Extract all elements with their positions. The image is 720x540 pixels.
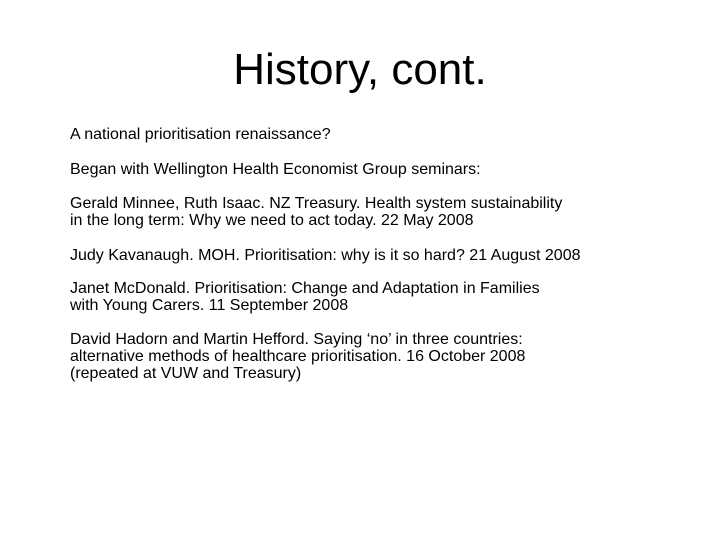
- paragraph-line: alternative methods of healthcare prioritisation. 16 October 2008: [70, 348, 526, 365]
- paragraph-seminar-mcdonald: [70, 280, 680, 314]
- paragraph-line: Janet McDonald. Prioritisation: Change and Adaptation in Families: [70, 280, 540, 297]
- paragraph-line: Began with Wellington Health Economist Group seminars:: [70, 161, 481, 178]
- paragraph-seminar-kavanaugh: [70, 247, 680, 264]
- paragraph-intro: [70, 126, 680, 143]
- paragraph-line: (repeated at VUW and Treasury): [70, 365, 302, 382]
- paragraph-line: David Hadorn and Martin Hefford. Saying ‘no’ in three countries:: [70, 331, 523, 348]
- paragraph-line: in the long term: Why we need to act today. 22 May 2008: [70, 212, 474, 229]
- paragraph-seminars-heading: [70, 161, 680, 178]
- paragraph-line: A national prioritisation renaissance?: [70, 126, 331, 143]
- slide-body: [70, 126, 680, 382]
- paragraph-seminar-hadorn-hefford: [70, 331, 680, 382]
- paragraph-line: Gerald Minnee, Ruth Isaac. NZ Treasury. Health system sustainability: [70, 195, 563, 212]
- paragraph-line: Judy Kavanaugh. MOH. Prioritisation: why is it so hard? 21 August 2008: [70, 247, 581, 264]
- slide-title: History, cont.: [233, 45, 487, 94]
- paragraph-line: with Young Carers. 11 September 2008: [70, 297, 349, 314]
- paragraph-seminar-minnee-isaac: [70, 195, 680, 229]
